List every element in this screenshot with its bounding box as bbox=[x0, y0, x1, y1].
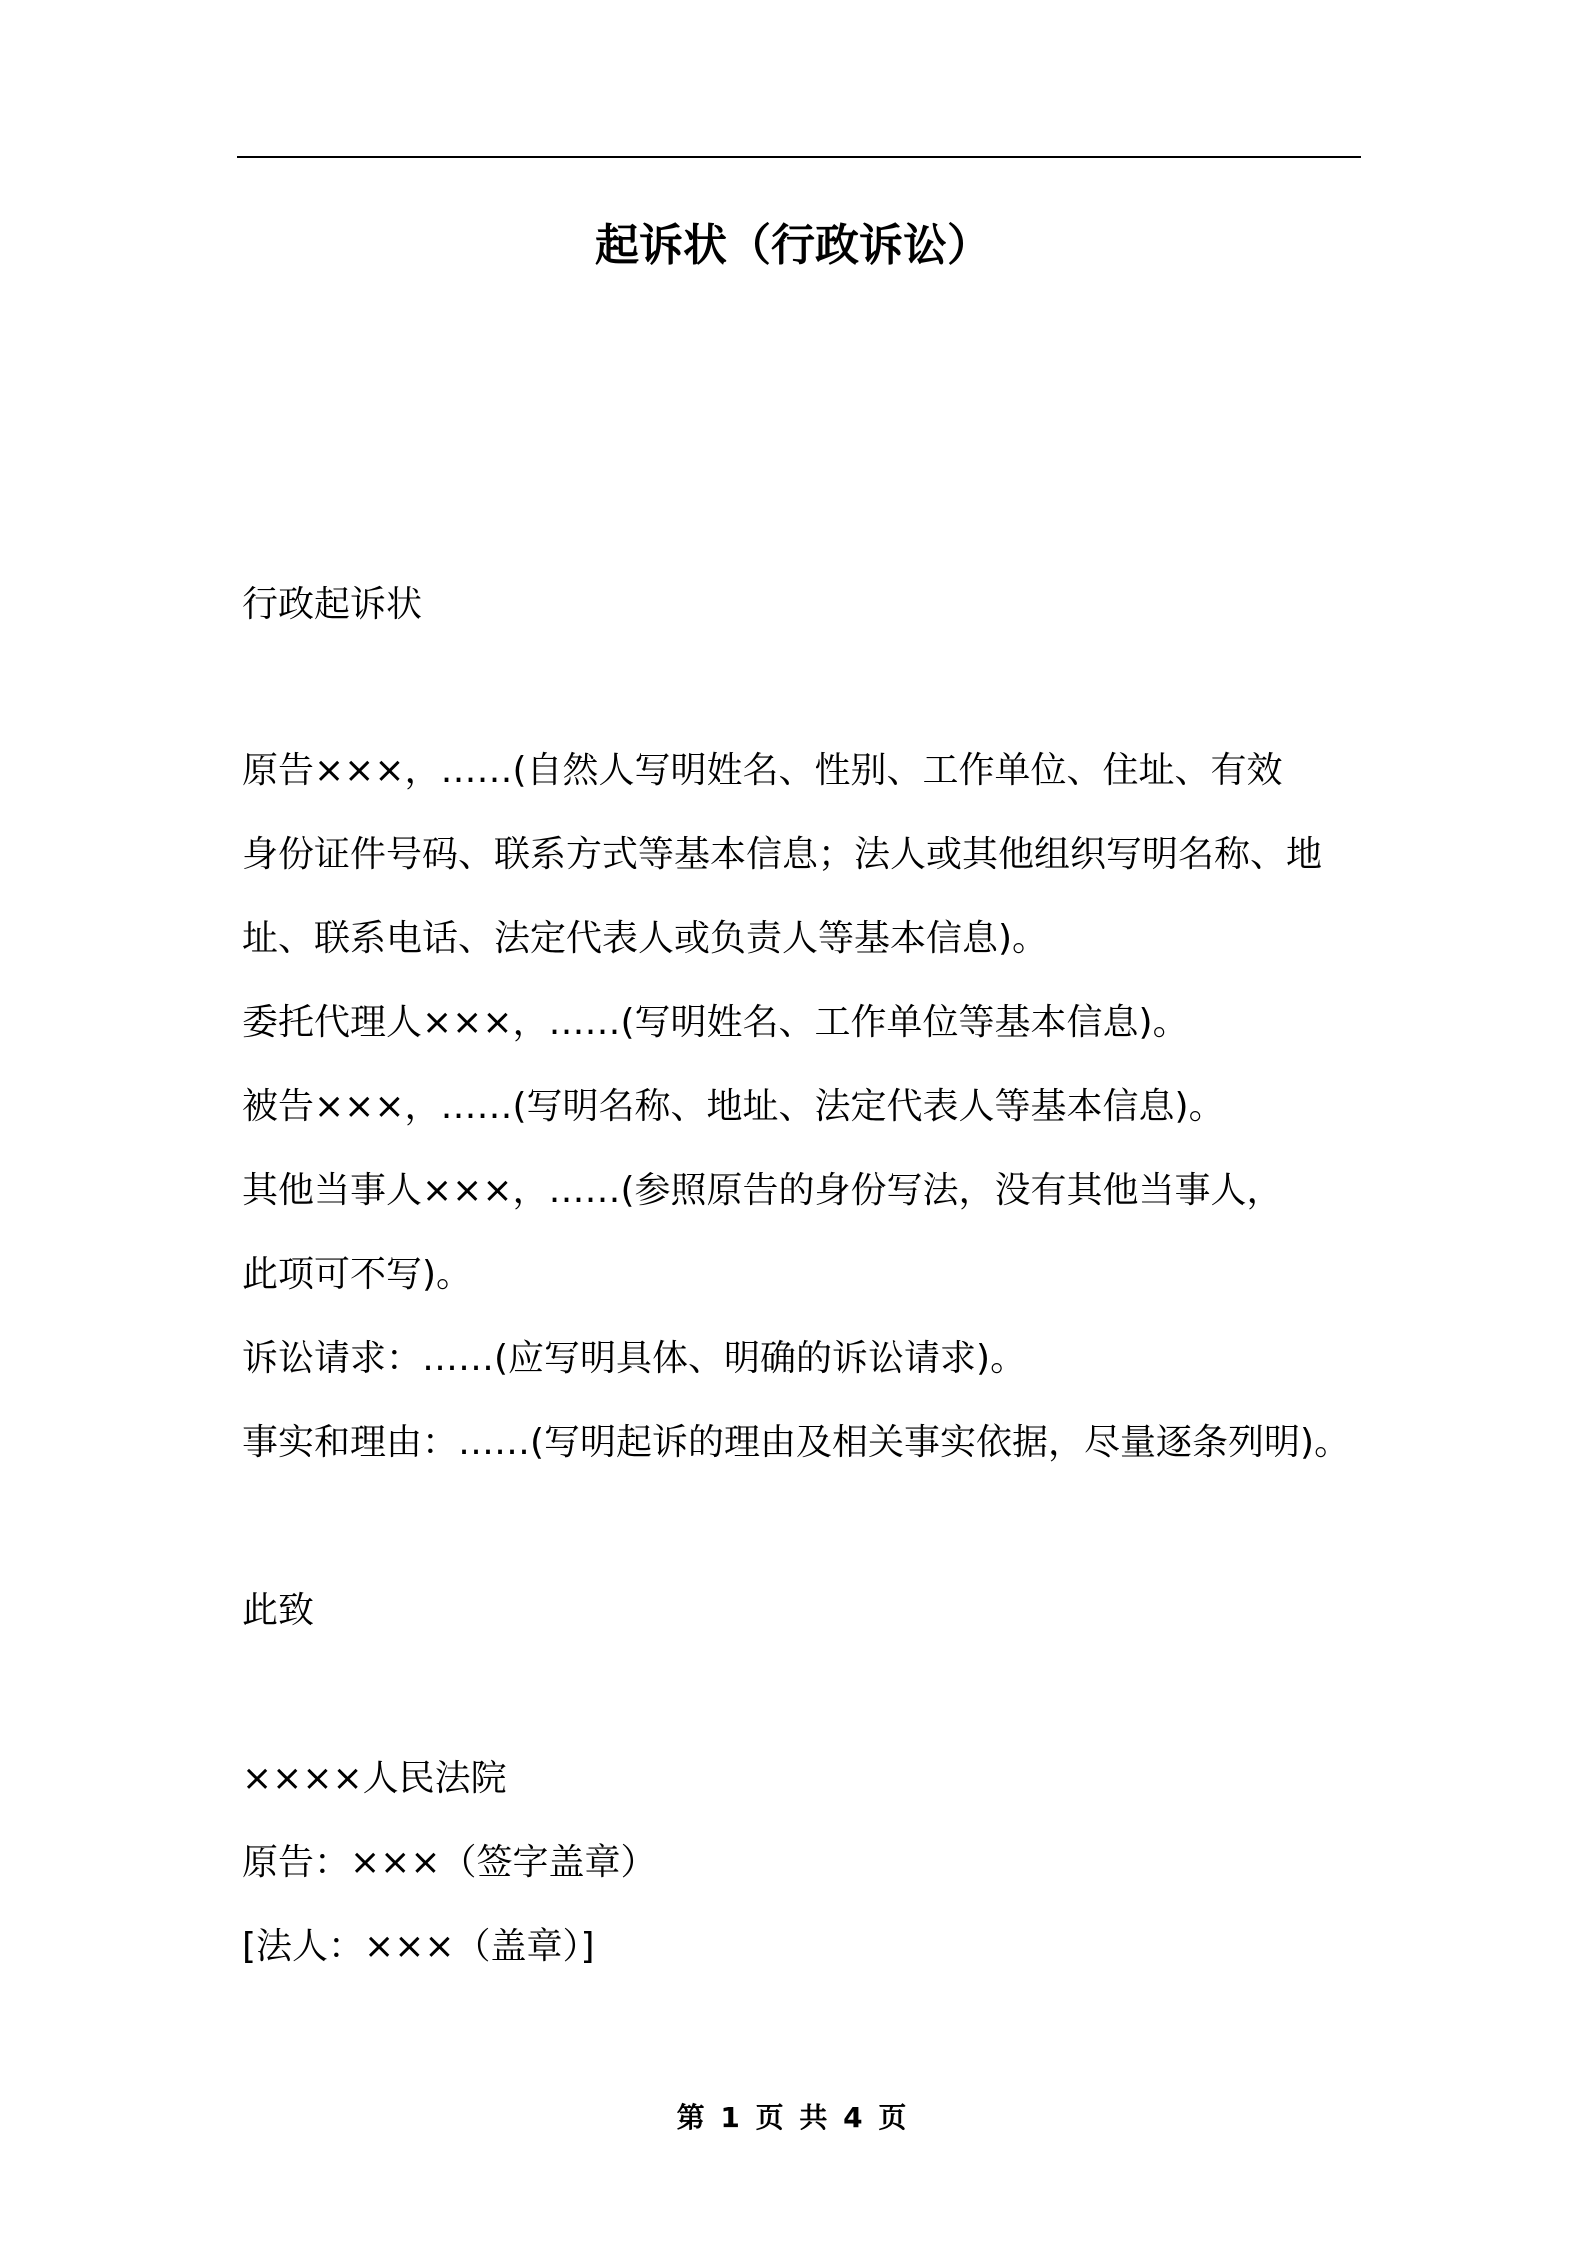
header-rule bbox=[237, 156, 1361, 158]
legal-person-seal: [法人：×××（盖章）] bbox=[242, 1926, 595, 1967]
defendant-line: 被告×××，……(写明名称、地址、法定代表人等基本信息)。 bbox=[242, 1086, 1225, 1127]
plaintiff-line-1: 原告×××，……(自然人写明姓名、性别、工作单位、住址、有效 bbox=[242, 750, 1283, 791]
plaintiff-signature: 原告：×××（签字盖章） bbox=[242, 1842, 657, 1883]
court-name: ××××人民法院 bbox=[242, 1758, 507, 1799]
other-party-line-1: 其他当事人×××，……(参照原告的身份写法，没有其他当事人， bbox=[242, 1170, 1283, 1211]
claims-line: 诉讼请求：……(应写明具体、明确的诉讼请求)。 bbox=[242, 1338, 1027, 1379]
salutation: 此致 bbox=[242, 1590, 315, 1631]
other-party-line-2: 此项可不写)。 bbox=[242, 1254, 473, 1295]
page-indicator: 第 1 页 共 4 页 bbox=[676, 2101, 910, 2134]
document-title: 起诉状（行政诉讼） bbox=[595, 220, 991, 271]
facts-line: 事实和理由：……(写明起诉的理由及相关事实依据，尽量逐条列明)。 bbox=[242, 1422, 1351, 1463]
plaintiff-line-3: 址、联系电话、法定代表人或负责人等基本信息)。 bbox=[242, 918, 1049, 959]
section-heading: 行政起诉状 bbox=[242, 584, 423, 625]
agent-line: 委托代理人×××，……(写明姓名、工作单位等基本信息)。 bbox=[242, 1002, 1189, 1043]
plaintiff-line-2: 身份证件号码、联系方式等基本信息；法人或其他组织写明名称、地 bbox=[242, 834, 1323, 875]
